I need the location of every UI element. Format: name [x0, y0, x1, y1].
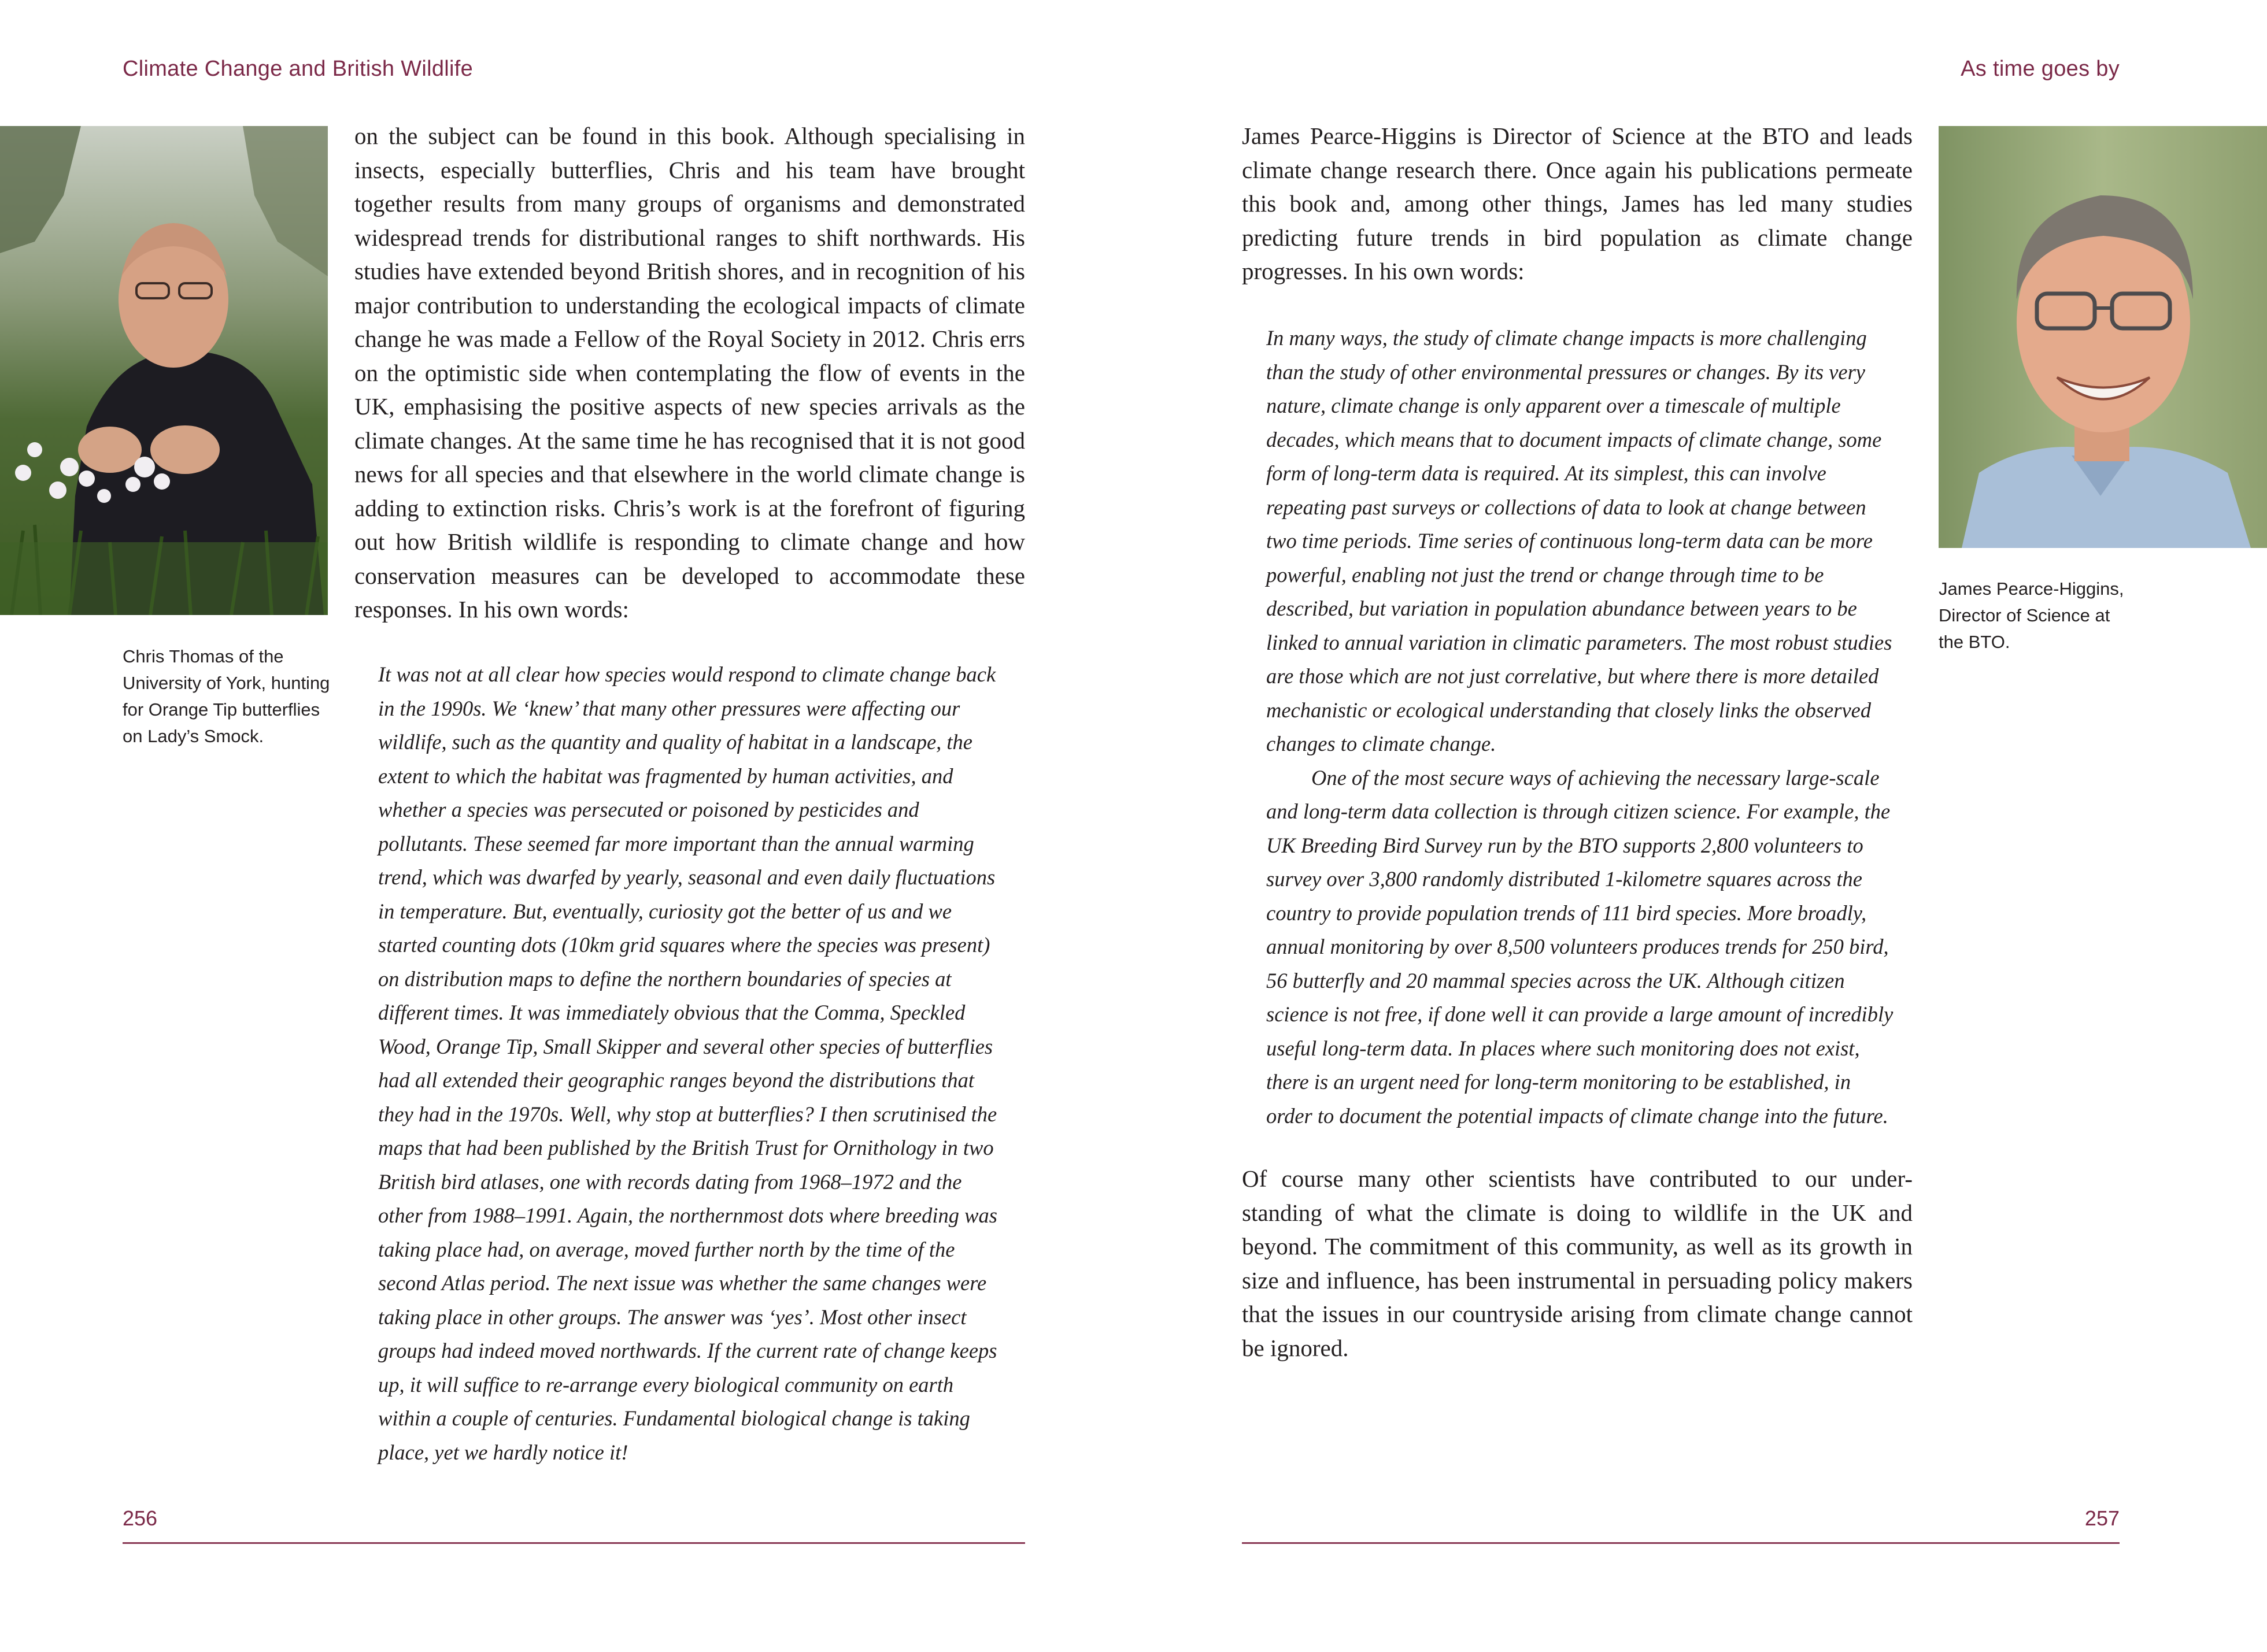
page-number-right: 257	[2084, 1506, 2120, 1530]
james-pearce-higgins-photo	[1939, 126, 2267, 548]
chris-thomas-quote-text: It was not at all clear how species would respond to climate change back in the 1990s. We ‘knew’ that many other pressures were affecting our wildlife, such as the quantity and quality of habitat in a landscape, the extent to which the habitat was fragmented by human activities, and whether a species was persecuted or poisoned by pesticides and pollutants. These seemed far more important than the annual warming trend, which was dwarfed by yearly, seasonal and even daily fluctuations in temperature. But, eventually, curiosity got the better of us and we started counting dots (10km grid squares where the species was present) on distribution maps to define the northern boundaries of species at different times. It was immediately obvious that the Comma, Speckled Wood, Orange Tip, Small Skipper and several other species of butterflies had all extended their geographic ranges beyond the distributions that they had in the 1970s. Well, why stop at butterflies? I then scrutinised the maps that had been published by the British Trust for Ornithology in two British bird atlases, one with records dating from 1968–1972 and the other from 1988–1991. Again, the northernmost dots where breeding was taking place had, on average, moved further north by the time of the second Atlas period. The next issue was whether the same changes were taking place in other groups. The answer was ‘yes’. Most other insect groups had indeed moved northwards. If the current rate of change keeps up, it will suffice to re-arrange every biological community on earth within a couple of centuries. Fundamental biological change is taking place, yet we hardly notice it!	[378, 662, 997, 1464]
running-head-left: Climate Change and British Wildlife	[123, 57, 474, 81]
chris-thomas-quote	[378, 658, 1003, 1469]
person-photo-icon	[0, 126, 328, 615]
footer-rule-right	[1242, 1542, 2120, 1544]
running-head-right: As time goes by	[1961, 57, 2120, 81]
footer-rule-left	[123, 1542, 1025, 1544]
right-body-outro: Of course many other scientists have contributed to our under-standing of what the climate is doing to wildlife in the UK and beyond. The commitment of this community, as well as its growth in size and influence, has been instrumental in persuading policy makers that the issues in our countryside arising from climate change cannot be ignored.	[1242, 1165, 1913, 1361]
pearce-higgins-caption: James Pearce-Higgins, Director of Science at the BTO.	[1939, 579, 2124, 652]
pearce-higgins-quote-paragraph-2: One of the most secure ways of achieving the necessary large-scale and long-term data collection is through citizen science. For example, the UK Breeding Bird Survey run by the BTO supports 2,800 volunteers to survey over 3,800 randomly distributed 1-kilometre squares across the country to provide population trends of 111 bird species. More broadly, annual monitoring by over 8,500 volunteers produces trends for 250 bird, 56 butterfly and 20 mammal species across the UK. Although citizen science is not free, if done well it can provide a large amount of incredibly useful long-term data. In places where such monitoring does not exist, there is an urgent need for long-term monitoring to be established, in order to document the potential impacts of climate change into the future.	[1266, 765, 1894, 1128]
right-body-intro: James Pearce-Higgins is Director of Science at the BTO and leads climate change research there. Once again his publications permeate this book and, among other things, James has led many studies predicting future trends in bird population as climate change progresses. In his own words:	[1242, 123, 1913, 284]
person-photo-icon	[1939, 126, 2267, 548]
right-page	[1133, 0, 2267, 1652]
left-page	[0, 0, 1133, 1652]
pearce-higgins-quote-paragraph-1: In many ways, the study of climate change impacts is more challenging than the study of other environmental pressures or changes. By its very nature, climate change is only apparent over a timescale of multiple decades, which means that to document impacts of climate change, some form of long-term data is required. At its simplest, this can involve repeating past surveys or collections of data to look at change between two time periods. Time series of continuous long-term data can be more powerful, enabling not just the trend or change through time to be described, but variation in population abundance between years to be linked to annual variation in climatic parameters. The most robust studies are those which are not just correlative, but where there is more detailed mechanistic or ecological understanding that closely links the observed changes to climate change.	[1266, 326, 1892, 755]
left-body-text: on the subject can be found in this book. Although specialising in insects, especially butterflies, Chris and his team have brought together results from many groups of organisms and demonstrated widespread trends for distributional ranges to shift northwards. His studies have extended beyond British shores, and in recognition of his major contribution to understanding the ecological impacts of climate change he was made a Fellow of the Royal Society in 2012. Chris errs on the optimistic side when contemplating the flow of events in the UK, emphasising the positive aspects of new species arrivals as the climate changes. At the same time he has recognised that it is not good news for all species and that elsewhere in the world climate change is adding to extinction risks. Chris’s work is at the forefront of figuring out how British wildlife is responding to climate change and how conservation measures can be developed to accommodate these responses. In his own words:	[354, 123, 1025, 623]
chris-thomas-caption: Chris Thomas of the University of York, hunting for Orange Tip butterflies on Lady’s Smock.	[123, 646, 330, 746]
page-number-left: 256	[123, 1506, 158, 1530]
pearce-higgins-quote	[1266, 321, 1896, 1133]
chris-thomas-photo	[0, 126, 328, 615]
